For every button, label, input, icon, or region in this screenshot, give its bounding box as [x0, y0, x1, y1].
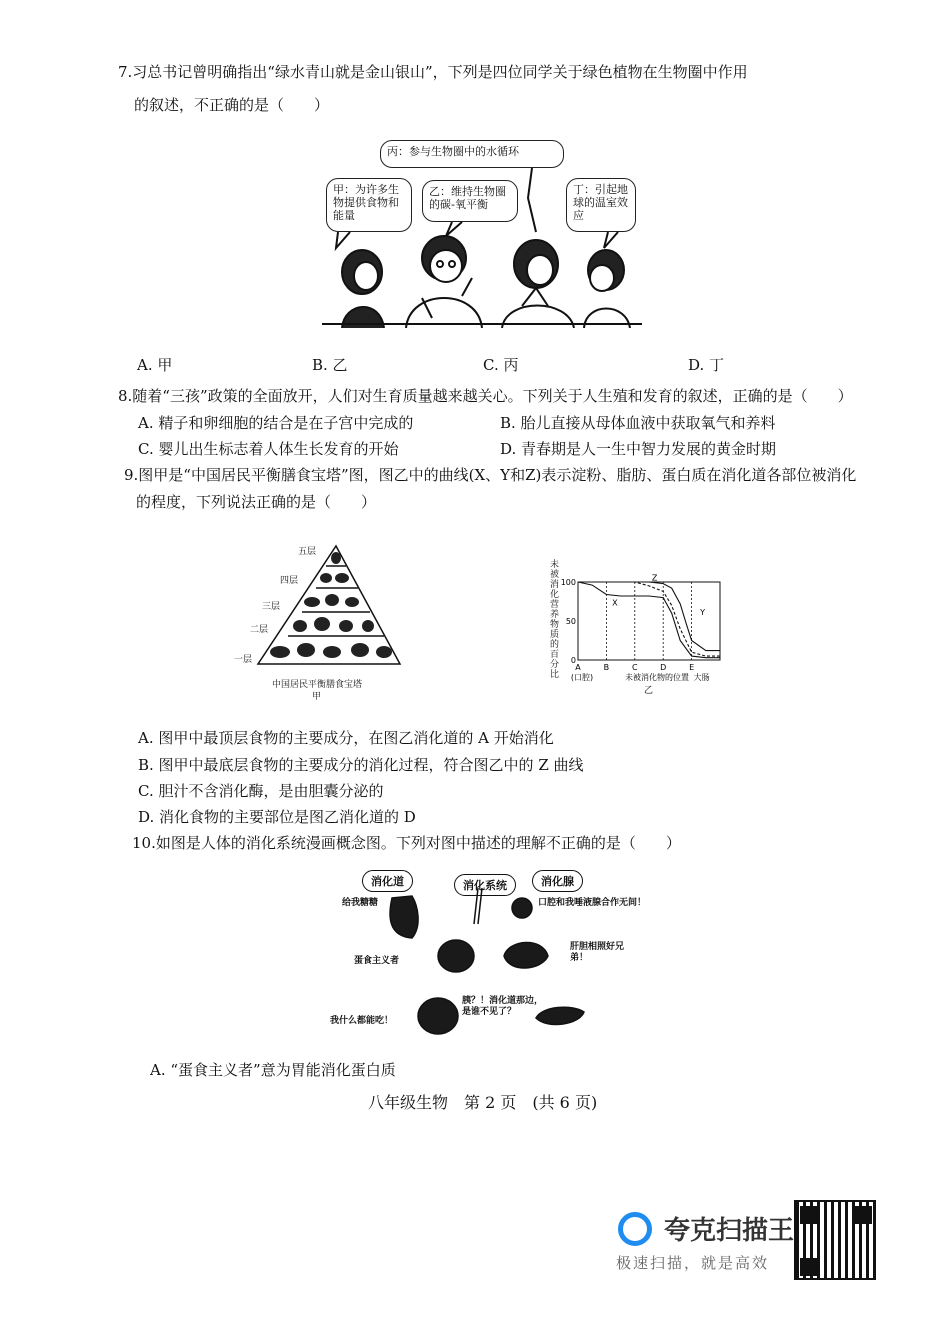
q7-option-c: C. 丙 — [483, 356, 519, 374]
brand-name: 夸克扫描王 — [664, 1216, 795, 1246]
x-tick-note: 大肠 — [693, 673, 710, 682]
brand-logo-icon — [618, 1212, 652, 1246]
x-tick-label: C — [632, 663, 638, 672]
q9-option-d: D. 消化食物的主要部位是图乙消化道的 D — [138, 808, 416, 826]
pyramid-caption: 中国居民平衡膳食宝塔 — [272, 680, 363, 690]
brand-slogan: 极速扫描，就是高效 — [616, 1254, 770, 1272]
page-footer: 八年级生物 第 2 页 (共 6 页) — [368, 1093, 598, 1112]
q8-option-b: B. 胎儿直接从母体血液中获取氧气和养料 — [500, 414, 776, 432]
x-axis-label: 未被消化物的位置 — [625, 673, 689, 682]
pyramid-sub-caption: 甲 — [312, 692, 322, 702]
series-line-x — [578, 582, 720, 658]
x-tick-label: A — [575, 663, 581, 672]
pyramid-level-2: 二层 — [250, 625, 269, 635]
chart-y-label: 未被消化营养物质的百分比 — [550, 560, 560, 680]
q7-option-a: A. 甲 — [137, 356, 173, 374]
students-illustration — [322, 138, 642, 328]
speech-intestine: 我什么都能吃！ — [330, 1016, 394, 1026]
digestion-chart — [548, 556, 728, 702]
q9-option-c: C. 胆汁不含消化酶，是由胆囊分泌的 — [138, 782, 384, 800]
q10-option-a: A. “蛋食主义者”意为胃能消化蛋白质 — [150, 1061, 396, 1079]
pyramid-level-4: 四层 — [280, 576, 299, 586]
digestive-system-cartoon — [322, 866, 652, 1046]
q9-option-a: A. 图甲中最顶层食物的主要成分，在图乙消化道的 A 开始消化 — [138, 729, 554, 747]
x-tick-note: (口腔) — [570, 673, 594, 682]
series-line-y — [578, 582, 720, 651]
q8-stem: 8.随着“三孩”政策的全面放开，人们对生育质量越来越关心。下列关于人生殖和发育的叙述，正确的是（ ） — [118, 387, 853, 405]
q9-stem-line1: 9.图甲是“中国居民平衡膳食宝塔”图，图乙中的曲线(X、Y和Z)表示淀粉、脂肪、蛋白质在消化道各部位被消化 — [124, 466, 857, 484]
bubble-jia: 甲：为许多生物提供食物和能量 — [326, 178, 412, 232]
x-tick-label: D — [660, 663, 667, 672]
x-tick-label: E — [689, 663, 695, 672]
q9-stem-line2: 的程度，下列说法正确的是（ ） — [136, 493, 377, 511]
box-digestive-glands: 消化腺 — [532, 870, 583, 892]
box-digestive-tract: 消化道 — [362, 870, 413, 892]
chart-caption: 乙 — [644, 686, 654, 696]
speech-pancreas: 胰？！消化道那边，是谁不见了？ — [462, 996, 544, 1017]
series-label-x: X — [612, 598, 618, 608]
brand-watermark — [612, 1200, 882, 1280]
q10-stem: 10.如图是人体的消化系统漫画概念图。下列对图中描述的理解不正确的是（ ） — [132, 834, 681, 852]
plot-frame — [578, 582, 720, 660]
qr-code[interactable] — [794, 1200, 876, 1280]
q7-option-b: B. 乙 — [312, 356, 348, 374]
digestion-chart-figure — [548, 556, 728, 702]
y-tick-label: 100 — [560, 578, 576, 587]
bubble-yi: 乙：维持生物圈的碳-氧平衡 — [422, 180, 518, 222]
bubble-bing: 丙：参与生物圈中的水循环 — [380, 140, 564, 168]
speech-stomach: 蛋食主义者 — [354, 956, 400, 966]
q7-option-d: D. 丁 — [688, 356, 725, 374]
bubble-ding: 丁：引起地球的温室效应 — [566, 178, 636, 232]
speech-salivary: 口腔和我唾液腺合作无间！ — [538, 898, 647, 908]
food-pyramid — [228, 540, 418, 670]
series-label-y: Y — [700, 607, 706, 617]
q7-cartoon — [322, 138, 642, 328]
q9-option-b: B. 图甲中最底层食物的主要成分的消化过程，符合图乙中的 Z 曲线 — [138, 756, 584, 774]
speech-mouth: 给我糖糖 — [342, 898, 379, 908]
series-label-z: Z — [651, 573, 658, 583]
q7-stem-line2: 的叙述，不正确的是（ ） — [134, 96, 330, 114]
q8-option-c: C. 婴儿出生标志着人体生长发育的开始 — [138, 440, 399, 458]
food-pyramid-figure — [228, 540, 418, 706]
q7-stem-line1: 7.习总书记曾明确指出“绿水青山就是金山银山”，下列是四位同学关于绿色植物在生物圈中作用 — [118, 63, 748, 81]
y-tick-label: 0 — [570, 656, 576, 665]
pyramid-level-1: 一层 — [234, 655, 253, 665]
speech-liver: 肝胆相照好兄弟！ — [570, 942, 625, 963]
box-digestive-system: 消化系统 — [454, 874, 516, 896]
y-tick-label: 50 — [565, 617, 576, 626]
q8-option-a: A. 精子和卵细胞的结合是在子宫中完成的 — [138, 414, 414, 432]
pyramid-level-5: 五层 — [298, 547, 317, 557]
q8-option-d: D. 青春期是人一生中智力发展的黄金时期 — [500, 440, 777, 458]
x-tick-label: B — [603, 663, 610, 672]
pyramid-level-3: 三层 — [262, 602, 281, 612]
